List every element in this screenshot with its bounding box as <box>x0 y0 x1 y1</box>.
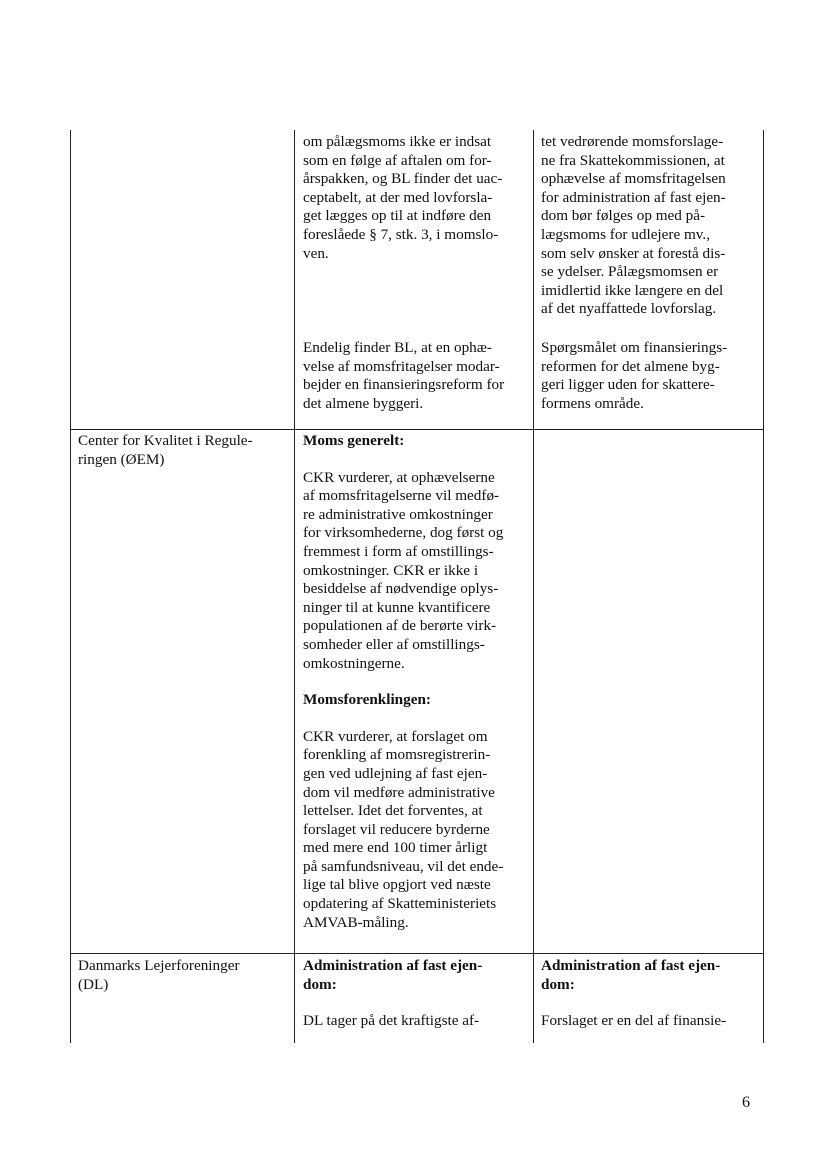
row1-comment-para2: Spørgsmålet om finansierings- reformen for det almene byg- geri ligger uden for skattere- formens område. <box>541 339 728 412</box>
row2-heading-moms-generelt: Moms generelt: <box>303 432 405 449</box>
row1-comment-cell <box>541 133 761 319</box>
row3-proposal-heading: Administration af fast ejen- dom: <box>303 957 483 993</box>
page-number: 6 <box>742 1094 750 1111</box>
row2-heading-momsforenklingen: Momsforenklingen: <box>303 691 431 709</box>
table-border-right <box>763 130 764 1043</box>
row2-org-cell <box>78 432 290 469</box>
row2-proposal-cell <box>303 432 531 932</box>
table-border-col3 <box>533 130 534 1043</box>
row1-comment-cell-2 <box>541 339 761 413</box>
row3-proposal-text: DL tager på det kraftigste af- <box>303 1012 480 1030</box>
table-border-left <box>70 130 71 1043</box>
row2-org-name: Center for Kvalitet i Regule- ringen (ØEM) <box>78 432 253 468</box>
row3-org-name: Danmarks Lejerforeninger (DL) <box>78 957 240 993</box>
table-row-divider <box>70 429 764 430</box>
row1-proposal-para2: Endelig finder BL, at en ophæ- velse af momsfritagelser modar- bejder en finansieringsreform for det almene byggeri. <box>303 339 505 412</box>
row3-comment-heading: Administration af fast ejen- dom: <box>541 957 721 993</box>
table-row-divider <box>70 953 764 954</box>
row3-proposal-cell <box>303 957 531 1031</box>
row3-org-cell <box>78 957 290 994</box>
row2-para-moms-generelt: CKR vurderer, at ophævelserne af momsfritagelserne vil medfø- re administrative omkostninger for virksomhederne, dog først og fremmest i form af omstillings- omkostninger. CKR er ikke i besiddelse af nødvendige oplys- ninger til at kunne kvantificere populationen af de berørte virk- somheder eller af omstillings- omkostningerne. <box>303 468 504 672</box>
table-border-col2 <box>294 130 295 1043</box>
row3-comment-cell <box>541 957 761 1031</box>
row2-para-momsforenklingen: CKR vurderer, at forslaget om forenkling af momsregistrerin- gen ved udlejning af fast ejen- dom vil medføre administrative lettelser. Idet det forventes, at forslaget vil reducere byrderne med mere end 100 timer årligt på samfundsniveau, vil det ende- lige tal blive opgjort ved næste opdatering af Skatteministeriets AMVAB-måling. <box>303 727 504 931</box>
row1-proposal-cell-2 <box>303 339 531 413</box>
row1-comment-para1: tet vedrørende momsforslage- ne fra Skattekommissionen, at ophævelse af momsfritagelsen for administration af fast ejen- dom bør følges op med på- lægsmoms for udlejere mv., som selv ønsker at forestå dis- se ydelser. Pålægsmomsen er imidlertid ikke længere en del af det nyaffattede lovforslag. <box>541 133 726 318</box>
row1-proposal-para1: om pålægsmoms ikke er indsat som en følge af aftalen om for- årspakken, og BL finder det uac- ceptabelt, at der med lovforsla- get lægges op til at indføre den foreslåede § 7, stk. 3, i momslo- ven. <box>303 133 503 262</box>
row3-comment-text: Forslaget er en del af finansie- <box>541 1012 727 1030</box>
row1-proposal-cell <box>303 133 531 263</box>
